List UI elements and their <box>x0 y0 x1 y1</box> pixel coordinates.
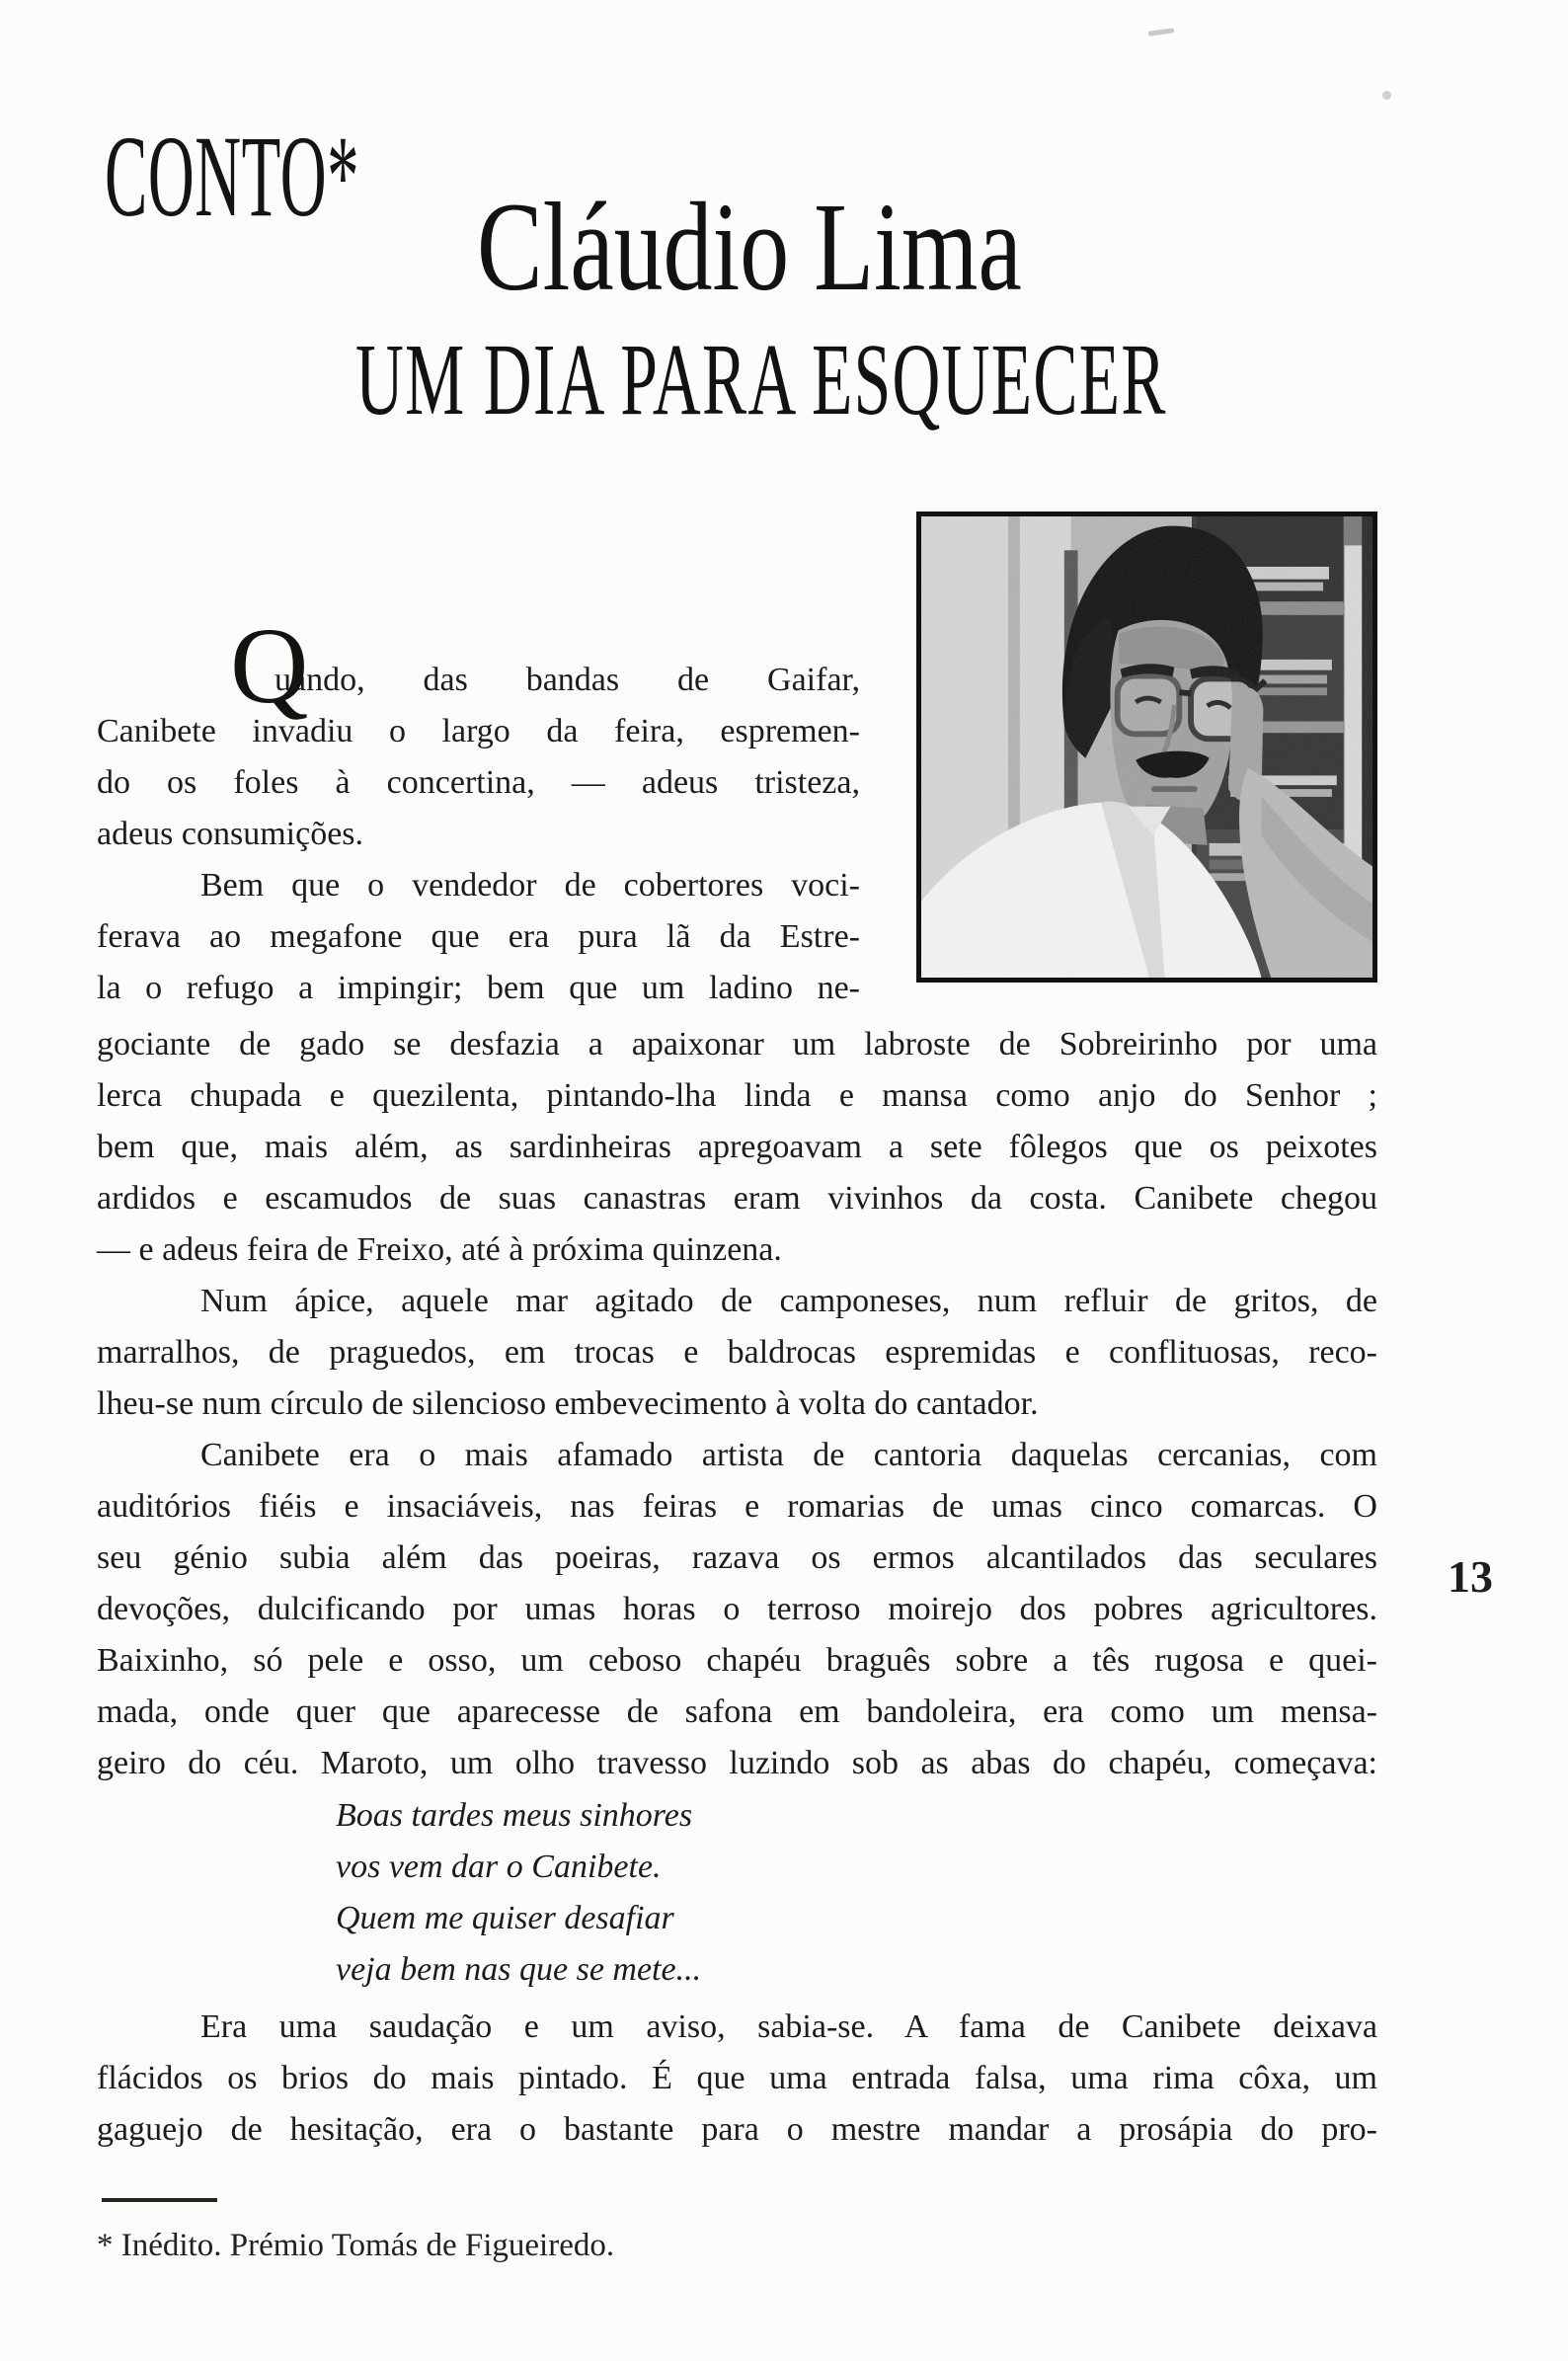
text-line: veja bem nas que se mete... <box>336 1951 702 1988</box>
story-title: UM DIA PARA ESQUECER <box>355 323 1167 436</box>
text-line: Boas tardes meus sinhores <box>336 1797 693 1834</box>
text-line: bem que, mais além, as sardinheiras apregoavam a sete fôlegos que os peixotes <box>97 1129 1377 1165</box>
text-line: adeus consumições. <box>97 816 364 852</box>
author-name: Cláudio Lima <box>477 177 1022 317</box>
scan-speck <box>1148 28 1174 37</box>
text-line: auditórios fiéis e insaciáveis, nas feiras e romarias de umas cinco comarcas. O <box>97 1488 1377 1525</box>
drop-cap: Q <box>230 605 309 726</box>
verse-block <box>336 1790 1027 1996</box>
text-line: Bem que o vendedor de cobertores voci- <box>200 867 860 904</box>
text-line: geiro do céu. Maroto, um olho travesso luzindo sob as abas do chapéu, começava: <box>97 1745 1377 1781</box>
scan-speck <box>1382 91 1391 100</box>
text-line: uando, das bandas de Gaifar, <box>274 662 860 698</box>
portrait-photo-art <box>921 516 1372 978</box>
text-line: — e adeus feira de Freixo, até à próxima quinzena. <box>97 1231 782 1268</box>
page-number: 13 <box>1448 1551 1493 1602</box>
main-paragraphs <box>97 1019 1377 1789</box>
closing-paragraphs <box>97 2002 1377 2156</box>
text-line: gaguejo de hesitação, era o bastante para o mestre mandar a prosápia do pro- <box>97 2111 1377 2148</box>
text-line: Canibete era o mais afamado artista de cantoria daquelas cercanias, com <box>200 1437 1377 1473</box>
footnote-rule <box>102 2198 217 2202</box>
section-kicker: CONTO* <box>105 112 360 241</box>
portrait-photo <box>916 512 1377 983</box>
text-line: Num ápice, aquele mar agitado de camponeses, num refluir de gritos, de <box>200 1283 1377 1319</box>
text-line: do os foles à concertina, — adeus tristeza, <box>97 764 860 801</box>
text-line: Baixinho, só pele e osso, um ceboso chapéu braguês sobre a tês rugosa e quei- <box>97 1642 1377 1679</box>
text-line: lerca chupada e quezilenta, pintando-lha linda e mansa como anjo do Senhor ; <box>97 1077 1377 1114</box>
text-line: seu génio subia além das poeiras, razava os ermos alcantilados das seculares <box>97 1539 1377 1576</box>
text-line: marralhos, de praguedos, em trocas e baldrocas espremidas e conflituosas, reco- <box>97 1334 1377 1371</box>
opening-paragraphs <box>97 605 860 1014</box>
text-line: la o refugo a impingir; bem que um ladino ne- <box>97 970 860 1006</box>
text-line: devoções, dulcificando por umas horas o terroso moirejo dos pobres agricultores. <box>97 1591 1377 1627</box>
text-line: gociante de gado se desfazia a apaixonar um labroste de Sobreirinho por uma <box>97 1026 1377 1062</box>
text-line: vos vem dar o Canibete. <box>336 1849 662 1885</box>
footnote: * Inédito. Prémio Tomás de Figueiredo. <box>97 2228 615 2263</box>
text-line: Canibete invadiu o largo da feira, espremen- <box>97 713 860 749</box>
text-line: ardidos e escamudos de suas canastras eram vivinhos da costa. Canibete chegou <box>97 1180 1377 1217</box>
text-line: ferava ao megafone que era pura lã da Estre- <box>97 918 860 955</box>
text-line: Era uma saudação e um aviso, sabia-se. A fama de Canibete deixava <box>200 2008 1377 2045</box>
text-line: Quem me quiser desafiar <box>336 1900 674 1936</box>
text-line: mada, onde quer que aparecesse de safona em bandoleira, era como um mensa- <box>97 1693 1377 1730</box>
text-line: lheu-se num círculo de silencioso embevecimento à volta do cantador. <box>97 1385 1039 1422</box>
text-line: flácidos os brios do mais pintado. É que uma entrada falsa, uma rima côxa, um <box>97 2060 1377 2096</box>
